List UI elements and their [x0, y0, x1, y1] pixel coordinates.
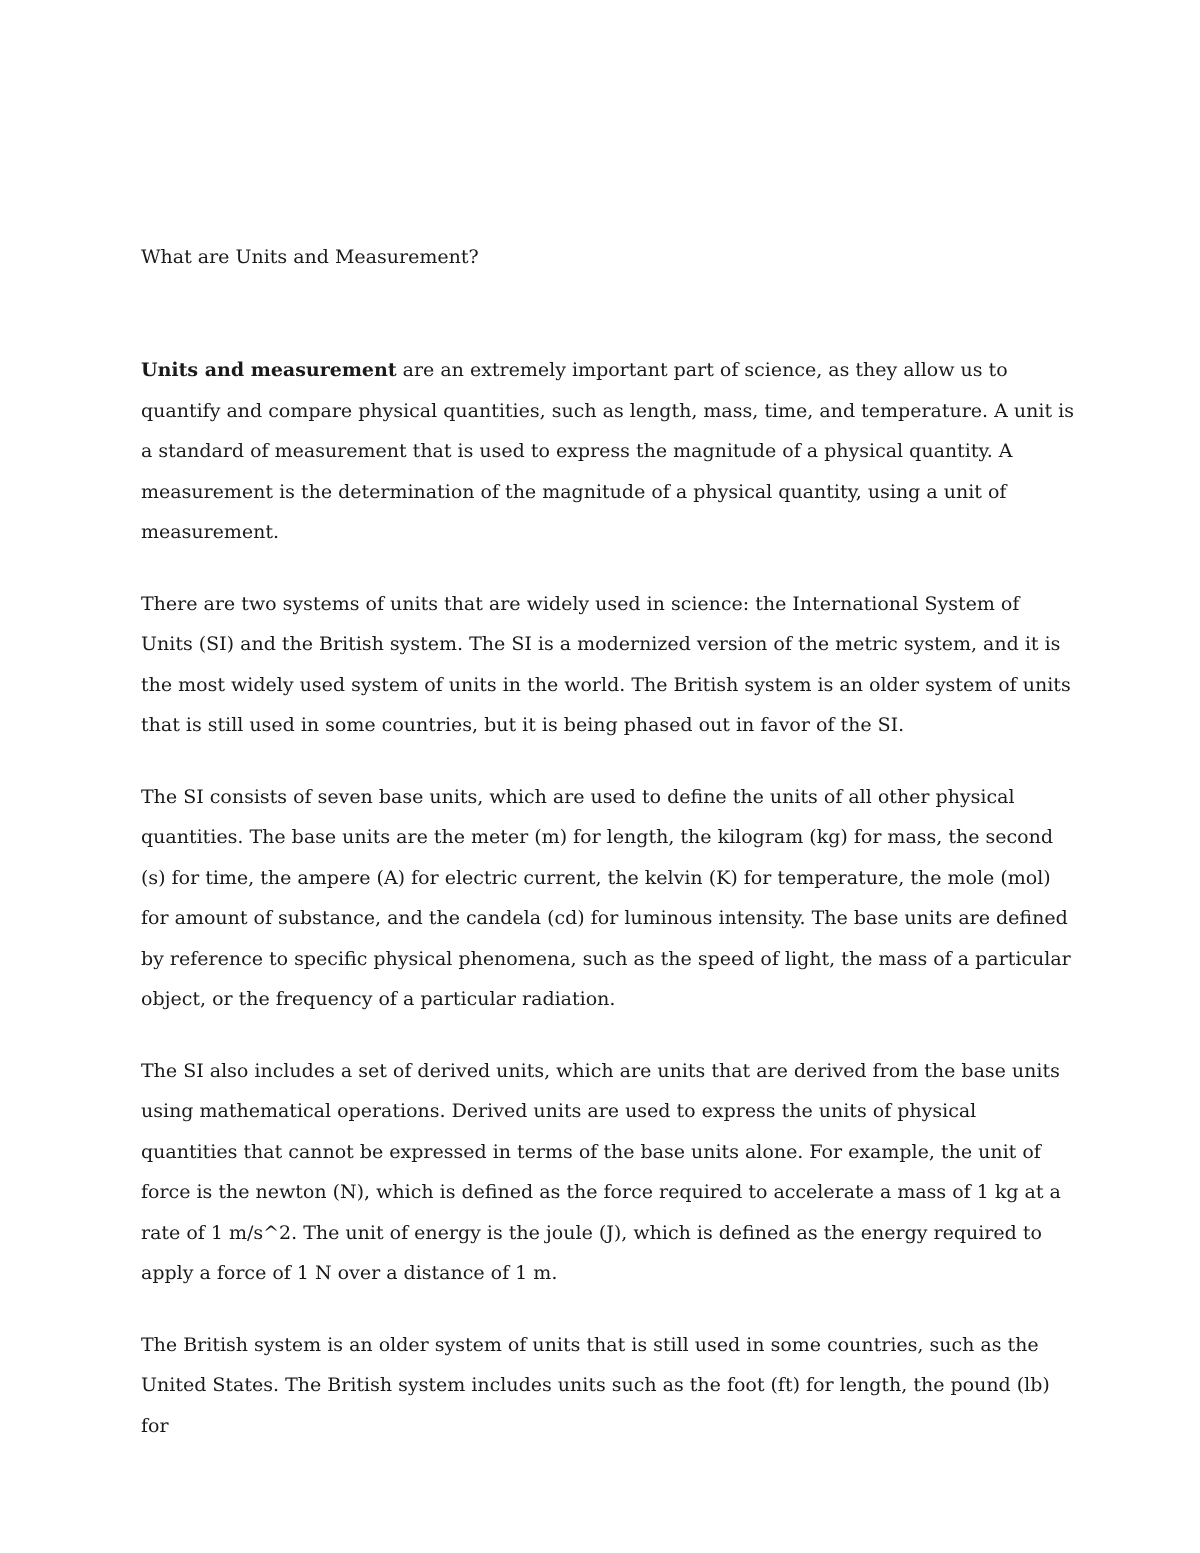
- intro-text: are an extremely important part of science, as they allow us to quantify and compare physical quantities, such as length, mass, time, and temperature. A unit is a standard of measurement that is used to express the magnitude of a physical quantity. A measurement is the determination of the magnitude of a physical quantity, using a unit of measurement.: [141, 359, 1074, 543]
- document-title: What are Units and Measurement?: [141, 246, 479, 268]
- paragraph-si-derived-units: The SI also includes a set of derived units, which are units that are derived from the base units using mathematical operations. Derived units are used to express the units of physical quantities that cannot be expressed in terms of the base units alone. For example, the unit of force is the newton (N), which is defined as the force required to accelerate a mass of 1 kg at a rate of 1 m/s^2. The unit of energy is the joule (J), which is defined as the energy required to apply a force of 1 N over a distance of 1 m.: [141, 1059, 1061, 1284]
- paragraph-intro: [141, 350, 1076, 553]
- bold-lead-text: Units and measurement: [141, 359, 397, 381]
- paragraph-unit-systems: There are two systems of units that are widely used in science: the International System of Units (SI) and the British system. The SI is a modernized version of the metric system, and it is the most widely used system of units in the world. The British system is an older system of units that is still used in some countries, but it is being phased out in favor of the SI.: [141, 592, 1071, 736]
- paragraph-si-base-units: The SI consists of seven base units, which are used to define the units of all other physical quantities. The base units are the meter (m) for length, the kilogram (kg) for mass, the second (s) for time, the ampere (A) for electric current, the kelvin (K) for temperature, the mole (mol) for amount of substance, and the candela (cd) for luminous intensity. The base units are defined by reference to specific physical phenomena, such as the speed of light, the mass of a particular object, or the frequency of a particular radiation.: [141, 785, 1071, 1010]
- document-body: [141, 350, 1076, 1477]
- paragraph-british-system: The British system is an older system of units that is still used in some countries, such as the United States. The British system includes units such as the foot (ft) for length, the pound (lb) for: [141, 1333, 1050, 1437]
